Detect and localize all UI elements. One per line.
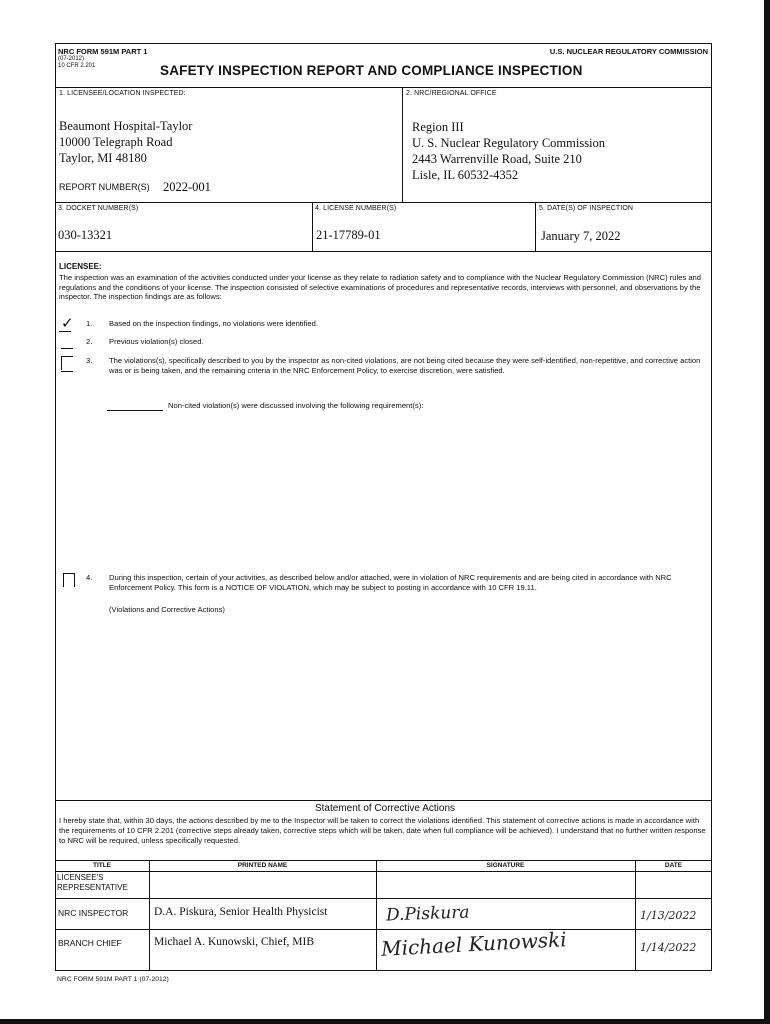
statement-text: I hereby state that, within 30 days, the actions described by me to the Inspector will be taken to correct the violations identified. This statement of corrective actions is made in accordance with the requirements of 10 CFR 2.201 (corrective steps already taken, corrective steps which will be taken, date when full compliance will be achieved). I understand that no further written response to NRC will be required, unless specifically requested. xyxy=(59,816,706,845)
divider xyxy=(55,251,712,252)
item-4-text: During this inspection, certain of your activities, as described below and/or attached, were in violation of NRC requirements and are being cited in accordance with NRC Enforcement Policy. This form is a NOTICE OF VIOLATION, which may be subject to posting in accordance with 10 CFR 19.11. xyxy=(109,573,672,592)
item-1-number: 1. xyxy=(86,319,93,328)
divider xyxy=(55,860,712,861)
form-cfr: 10 CFR 2.201 xyxy=(58,63,96,69)
divider xyxy=(402,87,403,202)
docket-number: 030-13321 xyxy=(58,228,113,242)
divider xyxy=(55,800,712,801)
inspector-name: D.A. Piskura, Senior Health Physicist xyxy=(154,906,328,918)
office-street: 2443 Warrenville Road, Suite 210 xyxy=(412,152,582,166)
statement-title: Statement of Corrective Actions xyxy=(314,803,456,814)
form-footer: NRC FORM 591M PART 1 (07-2012) xyxy=(57,976,169,983)
table-row-title: LICENSEE'S REPRESENTATIVE xyxy=(57,873,128,892)
inspection-date: January 7, 2022 xyxy=(541,229,621,243)
item-2-number: 2. xyxy=(86,337,93,346)
checkbox-item-3[interactable] xyxy=(61,356,73,370)
item-4-number: 4. xyxy=(86,573,93,582)
table-header-date: DATE xyxy=(664,862,683,869)
item-3-text: The violations(s), specifically described to you by the inspector as non-cited violations, are not being cited because they were self-identified, non-repetitive, and corrective action was or is being taken, and the remaining criteria in the NRC Enforcement Policy, to exercise discretion, were satisfied. xyxy=(109,356,701,375)
findings-intro: The inspection was an examination of the activities conducted under your license as they relate to radiation safety and to compliance with the Nuclear Regulatory Commission (NRC) rules and regulations and the conditions of your license. The inspection consisted of selective examinations of procedures and representative records, interviews with personnel, and observations by the inspector. The inspection findings are as follows: xyxy=(59,273,701,302)
branch-chief-date: 1/14/2022 xyxy=(640,941,697,954)
license-number: 21-17789-01 xyxy=(316,228,381,242)
divider xyxy=(55,898,712,899)
check-mark-icon[interactable]: ✓ xyxy=(61,315,74,332)
report-number-label: REPORT NUMBER(S) xyxy=(59,182,150,192)
divider xyxy=(149,860,150,971)
checkbox-item-2[interactable] xyxy=(61,348,73,349)
licensee-rep-date-field[interactable] xyxy=(638,880,708,894)
agency-name: U.S. NUCLEAR REGULATORY COMMISSION xyxy=(549,47,708,56)
divider xyxy=(55,929,712,930)
table-row-title: NRC INSPECTOR xyxy=(58,908,129,918)
checkbox-item-4[interactable] xyxy=(63,573,75,587)
licensee-name: Beaumont Hospital-Taylor xyxy=(59,119,193,133)
divider xyxy=(635,860,636,971)
scan-edge-bottom xyxy=(0,1019,770,1024)
office-region: Region III xyxy=(412,120,464,134)
licensee-street: 10000 Telegraph Road xyxy=(59,135,173,149)
divider xyxy=(312,202,313,251)
branch-chief-signature: Michael Kunowski xyxy=(380,927,568,961)
report-number: 2022-001 xyxy=(163,180,211,194)
scan-edge-right xyxy=(764,0,770,1024)
dates-label: 5. DATE(S) OF INSPECTION xyxy=(539,205,634,212)
form-title: SAFETY INSPECTION REPORT AND COMPLIANCE INSPECTION xyxy=(160,63,583,78)
divider xyxy=(55,871,712,872)
item-3-number: 3. xyxy=(86,356,93,365)
divider xyxy=(535,202,536,251)
license-label: 4. LICENSE NUMBER(S) xyxy=(315,205,397,212)
table-header-title: TITLE xyxy=(92,862,112,869)
form-number: NRC FORM 591M PART 1 xyxy=(58,47,148,56)
checkbox-line xyxy=(61,371,73,372)
office-label: 2. NRC/REGIONAL OFFICE xyxy=(406,90,497,97)
divider xyxy=(376,860,377,971)
inspector-date: 1/13/2022 xyxy=(640,909,697,922)
table-header-signature: SIGNATURE xyxy=(486,862,525,869)
docket-label: 3. DOCKET NUMBER(S) xyxy=(58,205,139,212)
item-1-text: Based on the inspection findings, no violations were identified. xyxy=(109,319,318,328)
licensee-rep-signature-field[interactable] xyxy=(380,880,630,894)
form-revision: (07-2012) xyxy=(58,56,85,62)
branch-chief-name: Michael A. Kunowski, Chief, MIB xyxy=(154,936,315,948)
item-4-sub-text: (Violations and Corrective Actions) xyxy=(109,605,225,614)
table-header-name: PRINTED NAME xyxy=(237,862,288,869)
divider xyxy=(55,202,712,203)
inspector-signature: D.Piskura xyxy=(385,902,470,926)
licensee-city: Taylor, MI 48180 xyxy=(59,151,147,165)
licensee-label: 1. LICENSEE/LOCATION INSPECTED: xyxy=(59,90,186,97)
checkbox-line xyxy=(59,331,71,332)
item-2-text: Previous violation(s) closed. xyxy=(109,337,204,346)
office-city: Lisle, IL 60532-4352 xyxy=(412,168,519,182)
divider xyxy=(55,87,712,88)
licensee-rep-name-field[interactable] xyxy=(153,880,373,894)
item-3-sub-text: Non-cited violation(s) were discussed involving the following requirement(s): xyxy=(168,401,424,410)
table-row-title: BRANCH CHIEF xyxy=(58,938,122,948)
findings-heading: LICENSEE: xyxy=(59,262,102,271)
item-3-blank-line[interactable] xyxy=(107,410,163,411)
office-agency: U. S. Nuclear Regulatory Commission xyxy=(412,136,606,150)
